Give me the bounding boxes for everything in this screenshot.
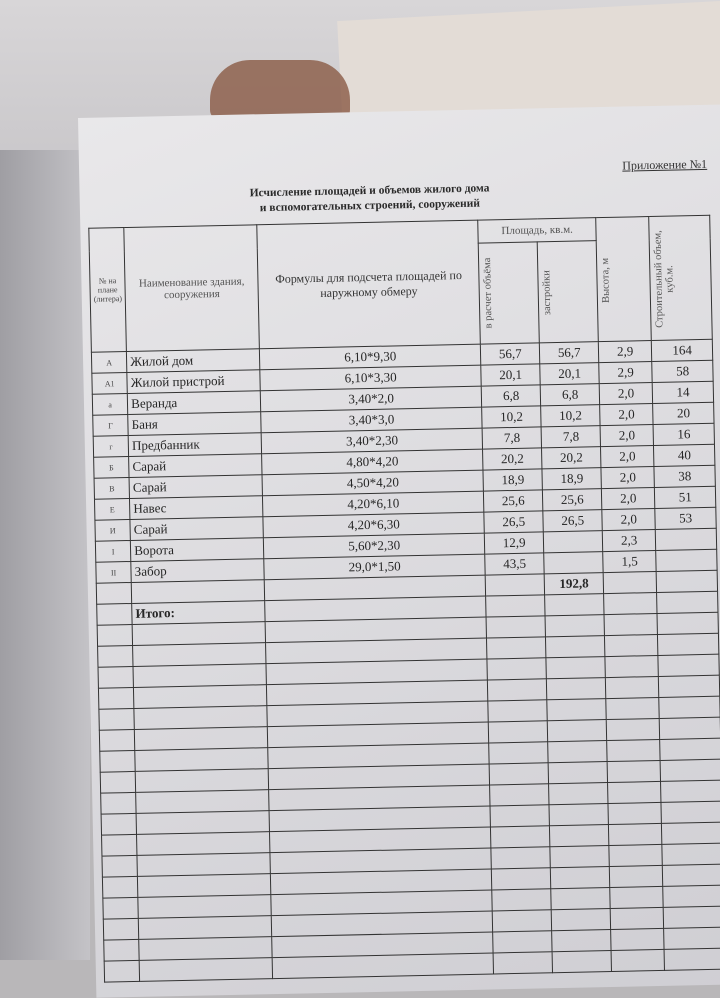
cell [133,664,266,688]
cell-area_volume: 20,2 [483,448,542,470]
cell [486,616,545,638]
cell [611,949,664,971]
cell-lit: И [95,519,131,541]
cell [99,708,135,730]
cell [98,645,134,667]
cell [660,759,720,781]
cell-formula: 3,40*3,0 [261,407,482,433]
cell-formula: 6,10*9,30 [260,344,481,370]
cell-name: Сарай [129,475,262,499]
cell-formula: 3,40*2,0 [260,386,481,412]
cell [664,948,720,970]
cell-volume [655,528,716,550]
cell [97,603,133,625]
cell [604,592,657,614]
cell [657,591,718,613]
cell [485,574,544,596]
cell-area_volume: 56,7 [481,343,540,365]
cell [487,637,546,659]
cell [103,897,139,919]
cell [657,612,718,634]
cell [136,790,269,814]
cell-name: Предбанник [128,433,261,457]
cell [606,697,659,719]
cell [606,718,659,740]
cell-area_build [543,531,602,553]
header-formula: Формулы для подсчета площадей по наружному обмеру [257,220,481,349]
cell [135,727,268,751]
cell [608,781,661,803]
cell [656,570,717,592]
appendix-label: Приложение №1 [622,156,708,173]
cell [604,613,657,635]
cell [664,927,720,949]
cell [658,654,719,676]
cell-volume: 53 [655,507,716,529]
cell [272,953,493,979]
cell [134,685,267,709]
cell [134,706,267,730]
cell-height: 2,3 [602,529,655,551]
cell-lit: I [95,540,131,562]
cell [661,780,720,802]
cell [491,847,550,869]
cell [661,801,720,823]
cell-area_volume: 7,8 [482,427,541,449]
left-page [0,150,90,960]
cell-lit: Г [93,415,129,437]
cell [545,594,604,616]
cell [658,633,719,655]
cell-lit: а [92,394,128,416]
cell-name: Жилой дом [127,349,260,373]
cell-lit: В [94,478,130,500]
cell [550,846,609,868]
cell [137,853,270,877]
cell-lit: г [93,436,129,458]
cell-volume: 40 [654,444,715,466]
cell-height: 2,0 [601,467,654,489]
cell [100,750,136,772]
cell-volume [656,549,717,571]
cell-name: Веранда [127,391,260,415]
cell [492,910,551,932]
cell-area_volume: 43,5 [485,553,544,575]
header-area-volume [478,242,539,344]
cell-height: 1,5 [603,550,656,572]
cell [659,675,720,697]
cell-formula: 6,10*3,30 [260,365,481,391]
document-page [78,104,720,998]
cell [139,958,272,982]
cell-area_build: 56,7 [540,342,599,364]
cell [102,855,138,877]
cell [609,823,662,845]
cell [547,678,606,700]
cell [490,784,549,806]
cell [552,930,611,952]
cell [663,885,720,907]
cell [609,844,662,866]
cell [135,769,268,793]
cell-name: Ворота [131,538,264,562]
cell [549,783,608,805]
title-line-1: Исчисление площадей и объемов жилого дома [249,182,490,200]
cell [493,952,552,974]
cell [98,687,134,709]
cell-lit: II [96,561,132,583]
cell-volume: 38 [654,465,715,487]
cell [489,763,548,785]
cell-area_build: 25,6 [543,489,602,511]
cell-name: Жилой пристрой [127,370,260,394]
cell-area_volume: 20,1 [481,364,540,386]
cell-area_build: 26,5 [543,510,602,532]
cell [659,717,720,739]
cell [138,874,271,898]
cell [662,843,720,865]
cell-lit: А [91,352,127,374]
cell [546,636,605,658]
cell-area_volume: 10,2 [482,406,541,428]
cell [491,826,550,848]
cell [132,622,265,646]
cell [607,739,660,761]
cell-volume: 58 [652,360,713,382]
cell-area_volume: 12,9 [484,532,543,554]
header-volume-text: Строительный объем, куб.м. [652,229,676,328]
cell [611,928,664,950]
cell [102,876,138,898]
cell-lit: А1 [92,373,128,395]
cell [104,939,140,961]
cell-name: Сарай [129,454,262,478]
cell [99,729,135,751]
cell-area_volume: 18,9 [483,469,542,491]
cell-formula: 29,0*1,50 [264,554,485,580]
cell [137,832,270,856]
cell [660,738,720,760]
cell [492,868,551,890]
cell [104,960,140,982]
cell-volume: 20 [653,402,714,424]
cell [547,720,606,742]
cell [97,624,133,646]
total-build-value: 192,8 [544,573,603,595]
cell-formula: 4,50*4,20 [262,470,483,496]
cell [548,741,607,763]
cell-area_build [544,552,603,574]
cell [608,802,661,824]
header-num: № на плане (литера) [89,228,127,353]
header-area: Площадь, кв.м. [478,218,596,243]
header-area-build-text: застройки [541,269,554,315]
cell [136,811,269,835]
cell [606,676,659,698]
cell [101,813,137,835]
cell [551,867,610,889]
cell-volume: 14 [652,381,713,403]
background-object [210,60,350,120]
cell-area_build: 20,2 [542,447,601,469]
cell [103,918,139,940]
cell [662,822,720,844]
cell-name: Забор [131,559,264,583]
header-area-build [537,241,598,343]
cell [550,825,609,847]
cell [551,909,610,931]
cell [101,792,137,814]
cell [135,748,268,772]
cell-name: Сарай [130,517,263,541]
cell [131,580,264,604]
cell-height: 2,0 [602,488,655,510]
cell-formula: 4,20*6,10 [263,491,484,517]
cell-area_volume: 25,6 [484,490,543,512]
cell-volume: 51 [655,486,716,508]
header-area-volume-text: в расчет объёма [482,257,495,329]
cell [659,696,720,718]
cell [603,571,656,593]
cell [139,937,272,961]
cell [548,762,607,784]
cell-formula: 5,60*2,30 [264,533,485,559]
cell [610,907,663,929]
cell [488,700,547,722]
cell [488,721,547,743]
cell [605,634,658,656]
cell-area_build: 20,1 [540,363,599,385]
cell-area_build: 6,8 [540,384,599,406]
cell [610,886,663,908]
cell [489,742,548,764]
cell [96,582,132,604]
cell [486,595,545,617]
cell-formula: 4,80*4,20 [262,449,483,475]
cell [138,895,271,919]
cell-name: Навес [130,496,263,520]
cell [663,906,720,928]
cell-height: 2,0 [600,404,653,426]
cell [493,931,552,953]
cell-lit: Б [94,457,130,479]
cell [490,805,549,827]
cell [662,864,720,886]
header-height-text: Высота, м [600,256,613,303]
cell-area_volume: 6,8 [481,385,540,407]
cell [487,658,546,680]
document-title [199,180,540,217]
cell [547,699,606,721]
cell-height: 2,0 [602,509,655,531]
cell [609,865,662,887]
cell [133,643,266,667]
cell [549,804,608,826]
cell-height: 2,9 [599,362,652,384]
header-name: Наименование здания, сооружения [124,225,260,352]
cell-volume: 164 [651,339,712,361]
cell-volume: 16 [653,423,714,445]
cell-height: 2,0 [599,383,652,405]
areas-table [88,215,720,983]
cell-name: Баня [128,412,261,436]
cell [605,655,658,677]
cell-area_build: 7,8 [541,426,600,448]
cell-area_volume: 26,5 [484,511,543,533]
cell [607,760,660,782]
total-label: Итого: [132,601,265,625]
title-line-2: и вспомогательных строений, сооружений [259,197,481,215]
cell-formula: 4,20*6,30 [263,512,484,538]
cell [100,771,136,793]
cell-height: 2,9 [599,341,652,363]
cell-height: 2,0 [601,446,654,468]
cell [138,916,271,940]
cell [98,666,134,688]
cell-formula: 3,40*2,30 [261,428,482,454]
cell-lit: Е [94,499,130,521]
cell-height: 2,0 [600,425,653,447]
cell-area_build: 10,2 [541,405,600,427]
cell [102,834,138,856]
cell [552,951,611,973]
cell [492,889,551,911]
cell [551,888,610,910]
cell [545,615,604,637]
header-height [596,217,652,342]
cell [546,657,605,679]
cell-area_build: 18,9 [542,468,601,490]
cell [488,679,547,701]
header-volume [649,215,713,340]
